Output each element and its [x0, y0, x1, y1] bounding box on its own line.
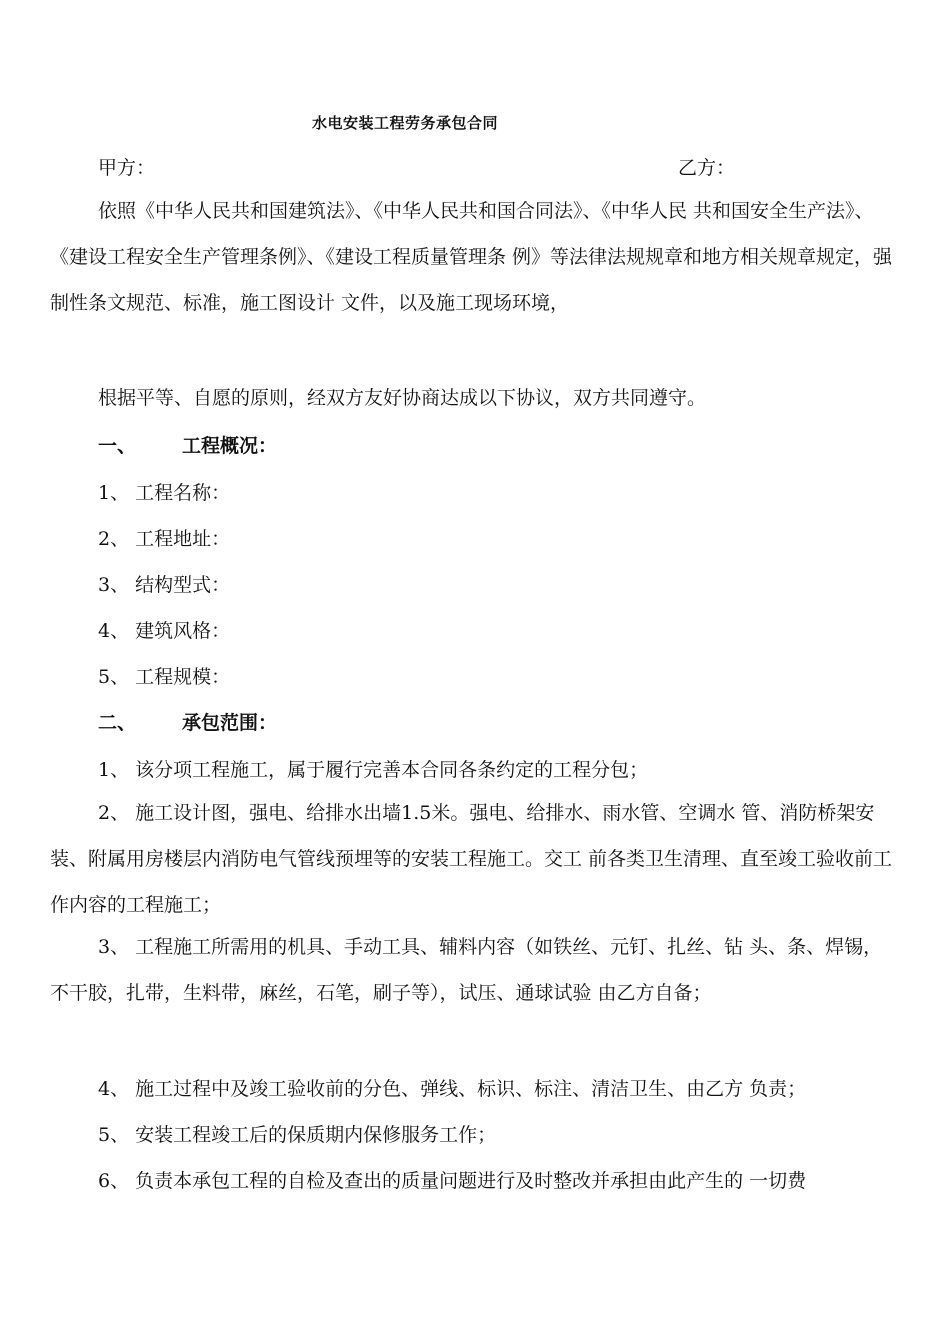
scope-item-number: 1、 [98, 759, 130, 781]
section-2-heading [98, 711, 277, 735]
scope-item-text: 工程施工所需用的机具、手动工具、辅料内容（如铁丝、元钉、扎丝、钻 头、条、焊锡，不干胶，扎带，生料带，麻丝，石笔，刷子等），试压、通球试验 由乙方自备； [50, 936, 883, 1004]
scope-item-text: 安装工程竣工后的保质期内保修服务工作； [135, 1124, 497, 1146]
scope-item-text: 负责本承包工程的自检及查出的质量问题进行及时整改并承担由此产生的 一切费 [135, 1170, 807, 1192]
scope-item [50, 791, 900, 928]
overview-item-number: 4、 [98, 620, 130, 642]
scope-item-text: 施工过程中及竣工验收前的分色、弹线、标识、标注、清洁卫生、由乙方 负责； [135, 1078, 807, 1100]
intro-paragraph-2: 根据平等、自愿的原则，经双方友好协商达成以下协议，双方共同遵守。 [98, 387, 707, 409]
section-2-number: 二、 [98, 712, 137, 734]
scope-item [50, 925, 900, 1017]
section-1-title: 工程概况： [182, 435, 278, 457]
overview-item-text: 工程地址： [135, 528, 231, 550]
scope-item-number: 3、 [98, 936, 130, 958]
scope-item [98, 1169, 806, 1193]
overview-item [98, 619, 230, 643]
scope-item-number: 4、 [98, 1078, 130, 1100]
overview-item-text: 工程规模： [135, 666, 231, 688]
scope-item [98, 1077, 806, 1101]
scope-item [98, 1123, 496, 1147]
overview-item-text: 结构型式： [135, 574, 231, 596]
overview-item-number: 5、 [98, 666, 130, 688]
overview-item-number: 1、 [98, 482, 130, 504]
overview-item [98, 527, 230, 551]
scope-item-text: 该分项工程施工，属于履行完善本合同各条约定的工程分包； [135, 759, 649, 781]
overview-item-number: 3、 [98, 574, 130, 596]
section-1-heading [98, 434, 277, 458]
party-a-label: 甲方： [98, 157, 156, 179]
overview-item [98, 481, 230, 505]
overview-item-text: 建筑风格： [135, 620, 231, 642]
intro-text: 依照《中华人民共和国建筑法》、《中华人民共和国合同法》、《中华人民 共和国安全生产法》、《建设工程安全生产管理条例》、《建设工程质量管理条 例》等法律法规规章和地方相关规章规定，强制性条文规范、标准，施工图设计 文件，以及施工现场环境， [50, 200, 893, 314]
scope-item-number: 2、 [98, 802, 130, 824]
section-1-number: 一、 [98, 435, 137, 457]
scope-item-number: 5、 [98, 1124, 130, 1146]
overview-item-number: 2、 [98, 528, 130, 550]
overview-item [98, 573, 230, 597]
document-title: 水电安装工程劳务承包合同 [312, 114, 499, 132]
scope-item [98, 758, 648, 782]
overview-item-text: 工程名称： [135, 482, 231, 504]
scope-item-text: 施工设计图，强电、给排水出墙1.5米。强电、给排水、雨水管、空调水 管、消防桥架安装、附属用房楼层内消防电气管线预埋等的安装工程施工。交工 前各类卫生清理、直至竣工验收前工作内容的工程施工； [50, 802, 893, 916]
scope-item-number: 6、 [98, 1170, 130, 1192]
party-b-label: 乙方： [678, 157, 736, 179]
section-2-title: 承包范围： [182, 712, 278, 734]
overview-item [98, 665, 230, 689]
intro-paragraph [50, 189, 900, 326]
